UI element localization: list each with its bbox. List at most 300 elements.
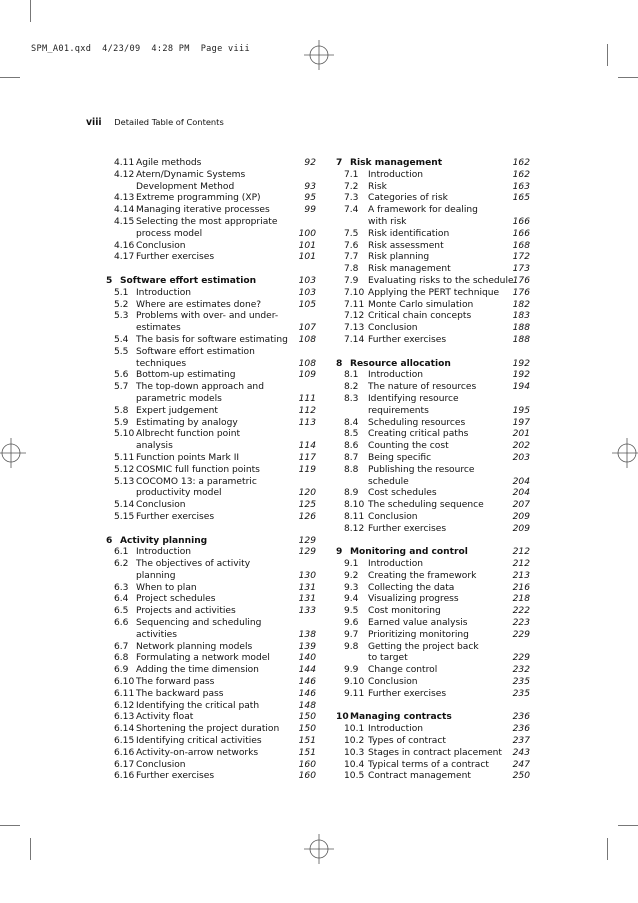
toc-entry-title: Software effort estimation <box>136 346 255 357</box>
toc-entry-number: 8.8 <box>344 464 359 475</box>
toc-entry <box>330 300 530 312</box>
toc-entry-page: 218 <box>512 594 530 605</box>
toc-entry <box>86 370 316 382</box>
toc-entry-page: 146 <box>298 677 316 688</box>
toc-entry-page: 232 <box>512 665 530 676</box>
toc-entry-page: 162 <box>512 169 530 180</box>
toc-entry-page: 92 <box>304 158 316 168</box>
toc-entry <box>86 465 316 477</box>
toc-entry-number: 9.1 <box>344 559 359 570</box>
toc-entry-number: 9.2 <box>344 570 359 581</box>
toc-entry-title: Sequencing and scheduling <box>136 618 262 629</box>
toc-entry <box>86 359 316 371</box>
toc-entry <box>86 771 316 783</box>
toc-entry-title: Risk assessment <box>368 240 444 251</box>
toc-entry <box>86 418 316 430</box>
toc-entry-number: 10.2 <box>344 736 365 747</box>
toc-entry <box>330 771 530 783</box>
registration-mark-left <box>0 438 26 468</box>
toc-entry-number: 5.5 <box>114 346 129 357</box>
toc-spacer <box>86 524 316 536</box>
toc-entry-number: 7.13 <box>344 323 365 334</box>
toc-entry-title: Change control <box>368 665 438 676</box>
toc-entry-title: Risk identification <box>368 228 450 239</box>
toc-entry-page: 204 <box>512 488 530 499</box>
toc-entry-page: 160 <box>298 771 316 782</box>
toc-entry-page: 222 <box>512 606 530 617</box>
toc-entry-title: analysis <box>136 441 173 452</box>
toc-entry-title: A framework for dealing <box>368 205 478 216</box>
toc-entry-number: 5.10 <box>114 429 135 440</box>
toc-entry-number: 8.4 <box>344 417 359 428</box>
toc-entry-page: 182 <box>512 299 530 310</box>
toc-entry <box>330 453 530 465</box>
toc-entry <box>86 642 316 654</box>
toc-entry-title: Stages in contract placement <box>368 747 502 758</box>
toc-entry-title: Shortening the project duration <box>136 724 280 735</box>
toc-entry-title: The objectives of activity <box>136 559 251 570</box>
toc-entry <box>330 441 530 453</box>
toc-entry <box>330 276 530 288</box>
toc-entry-page: 100 <box>298 228 316 239</box>
crop-mark-bottom-right-v <box>607 838 608 860</box>
toc-entry <box>86 594 316 606</box>
toc-entry-number: 5 <box>106 275 113 286</box>
toc-entry <box>86 429 316 441</box>
toc-entry-number: 6.3 <box>114 582 129 593</box>
toc-entry <box>330 665 530 677</box>
toc-entry-number: 7.10 <box>344 287 365 298</box>
toc-entry-title: Publishing the resource <box>368 464 475 475</box>
toc-entry-page: 188 <box>512 323 530 334</box>
toc-entry-title: Managing contracts <box>350 712 452 723</box>
toc-entry-title: Monte Carlo simulation <box>368 299 474 310</box>
toc-entry-title: Introduction <box>368 169 424 180</box>
toc-entry-title: Typical terms of a contract <box>368 759 489 770</box>
toc-entry-title: Applying the PERT technique <box>368 287 500 298</box>
toc-entry-number: 5.2 <box>114 299 129 310</box>
toc-entry-page: 235 <box>512 688 530 699</box>
toc-entry <box>86 653 316 665</box>
toc-entry <box>86 712 316 724</box>
toc-entry-title: Prioritizing monitoring <box>368 629 469 640</box>
toc-entry <box>86 205 316 217</box>
toc-entry-page: 209 <box>512 511 530 522</box>
toc-entry-number: 6.14 <box>114 724 135 735</box>
registration-mark-top <box>304 40 334 70</box>
toc-entry-title: Projects and activities <box>136 606 236 617</box>
toc-entry-number: 7.6 <box>344 240 359 251</box>
toc-entry <box>330 724 530 736</box>
toc-entry-page: 247 <box>512 759 530 770</box>
toc-entry-number: 7.8 <box>344 264 359 275</box>
toc-entry-page: 146 <box>298 688 316 699</box>
toc-entry-title: Agile methods <box>136 158 202 168</box>
toc-entry <box>330 465 530 477</box>
page-number: viii <box>86 117 102 128</box>
toc-entry-page: 195 <box>512 405 530 416</box>
toc-entry-number: 6.15 <box>114 736 135 747</box>
toc-entry-title: productivity model <box>136 488 222 499</box>
toc-entry <box>86 170 316 182</box>
toc-entry <box>86 217 316 229</box>
toc-entry <box>330 512 530 524</box>
toc-entry-title: planning <box>136 570 176 581</box>
toc-entry-page: 150 <box>298 724 316 735</box>
toc-chapter-entry <box>330 712 530 724</box>
toc-entry-number: 8.11 <box>344 511 365 522</box>
toc-entry <box>330 252 530 264</box>
toc-entry-number: 5.8 <box>114 405 129 416</box>
toc-entry-number: 7.12 <box>344 311 365 322</box>
toc-entry-number: 8.10 <box>344 500 365 511</box>
toc-entry-number: 7.9 <box>344 275 359 286</box>
toc-entry-number: 5.13 <box>114 476 135 487</box>
toc-entry <box>330 583 530 595</box>
toc-entry-page: 209 <box>512 523 530 534</box>
toc-entry-title: estimates <box>136 323 181 334</box>
toc-entry-number: 6.5 <box>114 606 129 617</box>
toc-entry <box>86 394 316 406</box>
toc-entry-page: 192 <box>512 370 530 381</box>
toc-entry-page: 250 <box>512 771 530 782</box>
crop-mark-top-right-v <box>607 44 608 66</box>
registration-mark-right <box>612 438 638 468</box>
toc-entry-number: 9.8 <box>344 641 359 652</box>
toc-entry-title: Bottom-up estimating <box>136 370 236 381</box>
toc-entry-title: Activity-on-arrow networks <box>136 747 259 758</box>
toc-entry-page: 119 <box>298 464 316 475</box>
toc-entry-page: 176 <box>512 275 530 286</box>
toc-entry-page: 109 <box>298 370 316 381</box>
toc-entry <box>86 748 316 760</box>
toc-entry-title: Introduction <box>368 370 424 381</box>
toc-left-column <box>86 158 316 783</box>
toc-entry <box>86 382 316 394</box>
toc-entry <box>86 559 316 571</box>
toc-entry-page: 114 <box>298 441 316 452</box>
toc-entry <box>330 653 530 665</box>
toc-entry-page: 172 <box>512 252 530 263</box>
toc-entry <box>330 170 530 182</box>
toc-entry-title: Problems with over- and under- <box>136 311 279 322</box>
toc-entry-number: 8.3 <box>344 393 359 404</box>
toc-entry-page: 192 <box>512 358 530 369</box>
toc-entry-number: 8.9 <box>344 488 359 499</box>
crop-mark-bottom-left-v <box>30 838 31 860</box>
toc-entry <box>330 760 530 772</box>
toc-entry-title: Scheduling resources <box>368 417 466 428</box>
toc-entry <box>330 264 530 276</box>
toc-entry-number: 6.16 <box>114 747 135 758</box>
toc-entry <box>330 311 530 323</box>
toc-entry-title: Counting the cost <box>368 441 449 452</box>
toc-entry <box>330 241 530 253</box>
toc-entry-page: 130 <box>298 570 316 581</box>
crop-mark-top-left-v <box>30 0 31 22</box>
toc-entry-title: Conclusion <box>136 240 186 251</box>
toc-entry-page: 212 <box>512 559 530 570</box>
toc-entry-title: Categories of risk <box>368 193 448 204</box>
toc-entry-title: with risk <box>368 216 407 227</box>
toc-entry-page: 229 <box>512 629 530 640</box>
toc-entry <box>86 512 316 524</box>
toc-entry <box>330 205 530 217</box>
toc-entry <box>86 488 316 500</box>
toc-entry-title: schedule <box>368 476 409 487</box>
toc-entry <box>86 500 316 512</box>
toc-entry <box>86 583 316 595</box>
toc-entry-title: Monitoring and control <box>350 547 468 558</box>
toc-entry <box>86 618 316 630</box>
toc-entry <box>86 300 316 312</box>
toc-entry-title: Managing iterative processes <box>136 205 270 216</box>
toc-entry-title: The forward pass <box>136 677 215 688</box>
toc-entry-page: 212 <box>512 547 530 558</box>
toc-entry-number: 6.16 <box>114 771 135 782</box>
toc-spacer <box>330 536 530 548</box>
print-slug: SPM_A01.qxd 4/23/09 4:28 PM Page viii <box>31 44 250 54</box>
toc-entry-title: Conclusion <box>368 323 418 334</box>
toc-entry-title: Adding the time dimension <box>136 665 259 676</box>
toc-entry-title: Further exercises <box>136 511 215 522</box>
toc-entry <box>86 724 316 736</box>
toc-entry-title: Extreme programming (XP) <box>136 193 261 204</box>
toc-entry <box>86 311 316 323</box>
toc-entry-title: The scheduling sequence <box>368 500 484 511</box>
toc-entry-number: 7.1 <box>344 169 359 180</box>
toc-entry-page: 216 <box>512 582 530 593</box>
toc-entry-title: process model <box>136 228 203 239</box>
toc-entry-title: Further exercises <box>368 334 447 345</box>
toc-entry <box>86 347 316 359</box>
toc-entry-number: 6.8 <box>114 653 129 664</box>
toc-entry-page: 236 <box>512 712 530 723</box>
toc-entry <box>330 370 530 382</box>
toc-entry-title: Further exercises <box>368 523 447 534</box>
toc-entry-page: 129 <box>298 547 316 558</box>
toc-entry-title: Being specific <box>368 452 432 463</box>
toc-entry-number: 5.7 <box>114 382 129 393</box>
toc-entry <box>86 547 316 559</box>
toc-entry <box>330 630 530 642</box>
toc-entry-title: Cost monitoring <box>368 606 441 617</box>
toc-entry-title: Identifying resource <box>368 393 459 404</box>
toc-entry-number: 7 <box>336 158 343 168</box>
toc-chapter-entry <box>86 276 316 288</box>
toc-entry-page: 111 <box>298 393 316 404</box>
toc-entry-title: Earned value analysis <box>368 618 468 629</box>
toc-entry <box>86 453 316 465</box>
toc-entry-page: 108 <box>298 334 316 345</box>
toc-entry-title: Risk planning <box>368 252 430 263</box>
toc-entry-page: 113 <box>298 417 316 428</box>
toc-entry-page: 173 <box>512 264 530 275</box>
toc-entry-page: 203 <box>512 452 530 463</box>
toc-entry-number: 6.17 <box>114 759 135 770</box>
toc-entry-page: 103 <box>298 275 316 286</box>
toc-entry-number: 8 <box>336 358 343 369</box>
toc-entry-number: 5.6 <box>114 370 129 381</box>
toc-spacer <box>86 264 316 276</box>
toc-entry <box>330 382 530 394</box>
toc-entry-page: 194 <box>512 382 530 393</box>
toc-entry <box>330 500 530 512</box>
toc-entry-page: 168 <box>512 240 530 251</box>
toc-entry <box>330 229 530 241</box>
toc-entry-number: 5.15 <box>114 511 135 522</box>
toc-entry-page: 235 <box>512 677 530 688</box>
toc-entry-page: 202 <box>512 441 530 452</box>
toc-entry-page: 223 <box>512 618 530 629</box>
toc-entry <box>86 677 316 689</box>
toc-entry-title: Types of contract <box>368 736 446 747</box>
toc-entry-title: Identifying critical activities <box>136 736 262 747</box>
toc-entry <box>86 630 316 642</box>
toc-entry-title: Where are estimates done? <box>136 299 262 310</box>
toc-entry-page: 201 <box>512 429 530 440</box>
toc-entry-number: 7.11 <box>344 299 365 310</box>
toc-entry-page: 229 <box>512 653 530 664</box>
toc-entry-number: 5.11 <box>114 452 135 463</box>
toc-chapter-entry <box>330 158 530 170</box>
toc-entry-page: 197 <box>512 417 530 428</box>
toc-entry <box>86 252 316 264</box>
toc-entry-title: Estimating by analogy <box>136 417 238 428</box>
toc-chapter-entry <box>330 547 530 559</box>
toc-entry-number: 5.3 <box>114 311 129 322</box>
toc-entry <box>86 335 316 347</box>
toc-chapter-entry <box>330 359 530 371</box>
toc-entry-page: 101 <box>298 252 316 263</box>
toc-entry-title: techniques <box>136 358 187 369</box>
toc-entry-title: Further exercises <box>136 771 215 782</box>
toc-entry-title: Conclusion <box>136 759 186 770</box>
toc-entry-number: 8.1 <box>344 370 359 381</box>
toc-entry-page: 99 <box>304 205 316 216</box>
toc-entry <box>330 429 530 441</box>
toc-entry-title: Network planning models <box>136 641 253 652</box>
toc-right-column <box>330 158 530 783</box>
toc-entry <box>86 477 316 489</box>
toc-entry <box>86 158 316 170</box>
toc-entry-page: 150 <box>298 712 316 723</box>
toc-entry-title: Formulating a network model <box>136 653 270 664</box>
toc-entry <box>330 477 530 489</box>
toc-entry-title: to target <box>368 653 408 664</box>
toc-entry-title: When to plan <box>136 582 197 593</box>
toc-entry-page: 160 <box>298 759 316 770</box>
toc-entry-number: 9.4 <box>344 594 359 605</box>
toc-entry-number: 4.12 <box>114 169 135 180</box>
toc-entry <box>86 760 316 772</box>
toc-entry-title: Introduction <box>136 547 192 558</box>
toc-entry-number: 9.3 <box>344 582 359 593</box>
toc-entry-page: 105 <box>298 299 316 310</box>
toc-entry-number: 6.7 <box>114 641 129 652</box>
toc-entry-number: 4.14 <box>114 205 135 216</box>
toc-entry-title: Activity planning <box>120 535 208 546</box>
toc-entry <box>330 594 530 606</box>
toc-entry-page: 148 <box>298 700 316 711</box>
toc-entry-title: The top-down approach and <box>136 382 264 393</box>
toc-entry <box>86 229 316 241</box>
crop-mark-bottom-left-h <box>0 825 20 826</box>
toc-chapter-entry <box>86 536 316 548</box>
toc-entry-title: The nature of resources <box>368 382 477 393</box>
toc-entry-number: 6.9 <box>114 665 129 676</box>
toc-entry-number: 10 <box>336 712 349 723</box>
toc-entry-page: 101 <box>298 240 316 251</box>
toc-entry-page: 107 <box>298 323 316 334</box>
running-head <box>86 117 224 128</box>
toc-entry-page: 213 <box>512 570 530 581</box>
toc-entry-title: Evaluating risks to the schedule <box>368 275 514 286</box>
toc-entry-page: 131 <box>298 582 316 593</box>
toc-entry-number: 4.11 <box>114 158 135 168</box>
toc-entry-number: 10.3 <box>344 747 365 758</box>
toc-entry-page: 163 <box>512 181 530 192</box>
toc-entry-number: 9.11 <box>344 688 365 699</box>
toc-entry-number: 10.4 <box>344 759 365 770</box>
toc-entry <box>330 323 530 335</box>
toc-entry-title: Contract management <box>368 771 471 782</box>
toc-entry <box>330 571 530 583</box>
toc-entry-page: 151 <box>298 747 316 758</box>
toc-entry-title: The basis for software estimating <box>136 334 288 345</box>
toc-entry-page: 183 <box>512 311 530 322</box>
toc-entry-title: Further exercises <box>136 252 215 263</box>
toc-entry <box>86 323 316 335</box>
toc-entry-title: Conclusion <box>136 500 186 511</box>
crop-mark-bottom-right-h <box>618 825 638 826</box>
toc-entry-title: COSMIC full function points <box>136 464 260 475</box>
toc-entry <box>86 736 316 748</box>
toc-entry-number: 4.17 <box>114 252 135 263</box>
toc-entry-page: 165 <box>512 193 530 204</box>
toc-entry-page: 237 <box>512 736 530 747</box>
toc-entry-number: 10.5 <box>344 771 365 782</box>
toc-entry-title: Risk management <box>368 264 451 275</box>
toc-spacer <box>330 701 530 713</box>
toc-entry <box>330 606 530 618</box>
toc-entry <box>86 288 316 300</box>
toc-entry-number: 6.6 <box>114 618 129 629</box>
toc-entry-page: 138 <box>298 629 316 640</box>
toc-entry-title: Cost schedules <box>368 488 437 499</box>
toc-entry-title: Visualizing progress <box>368 594 459 605</box>
toc-entry-title: Albrecht function point <box>136 429 241 440</box>
toc-entry-page: 103 <box>298 287 316 298</box>
toc-entry-title: Collecting the data <box>368 582 455 593</box>
toc-entry-page: 236 <box>512 724 530 735</box>
toc-entry-number: 7.4 <box>344 205 359 216</box>
toc-entry-page: 125 <box>298 500 316 511</box>
toc-entry <box>330 217 530 229</box>
toc-entry <box>330 406 530 418</box>
toc-entry-title: Getting the project back <box>368 641 479 652</box>
toc-entry-title: Conclusion <box>368 511 418 522</box>
toc-entry <box>86 689 316 701</box>
toc-entry <box>330 488 530 500</box>
toc-entry-page: 140 <box>298 653 316 664</box>
toc-entry-page: 243 <box>512 747 530 758</box>
toc-entry-title: Critical chain concepts <box>368 311 472 322</box>
toc-entry-number: 9.7 <box>344 629 359 640</box>
toc-entry-number: 8.5 <box>344 429 359 440</box>
toc-entry-title: Development Method <box>136 181 235 192</box>
toc-entry-number: 6.2 <box>114 559 129 570</box>
